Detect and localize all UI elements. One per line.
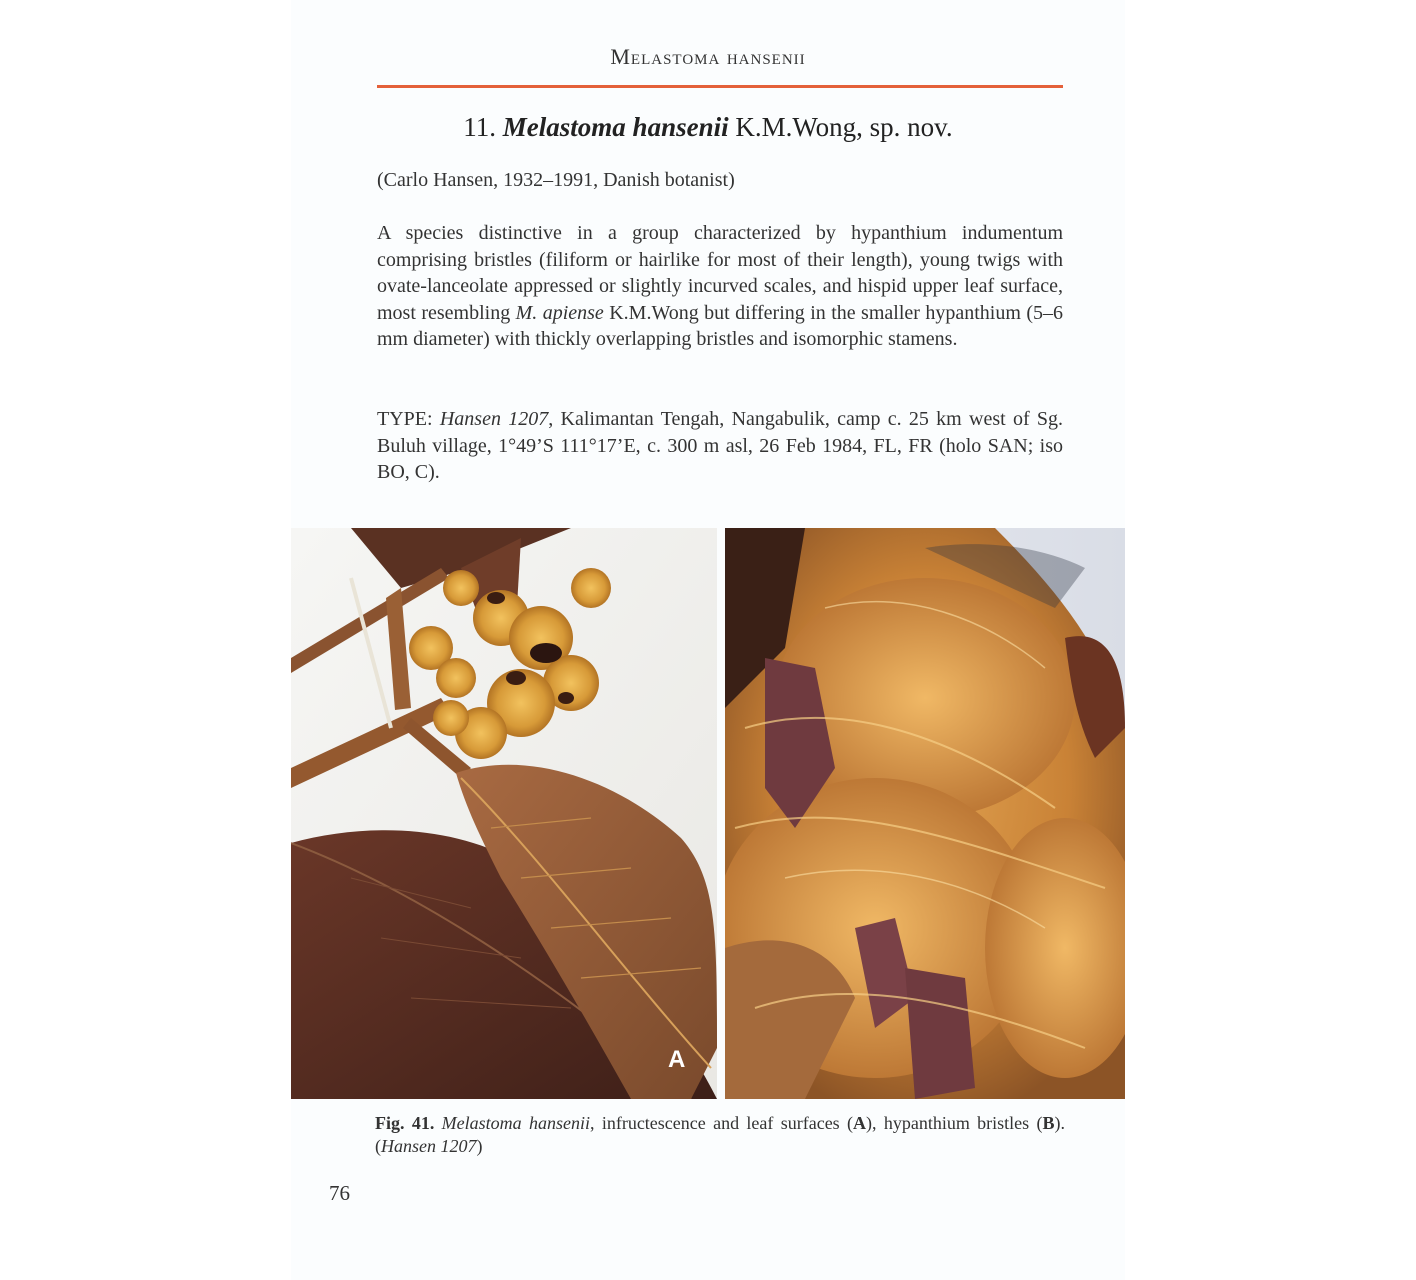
figure-caption <box>375 1112 1065 1158</box>
running-head: Melastoma hansenii <box>610 44 806 69</box>
caption-text-3: ). ( <box>375 1113 1066 1156</box>
diagnosis-paragraph <box>377 220 1063 353</box>
type-label: TYPE: <box>377 408 440 430</box>
etymology: (Carlo Hansen, 1932–1991, Danish botanist) <box>377 169 735 191</box>
caption-collection: Hansen 1207 <box>381 1136 477 1156</box>
type-details: , Kalimantan Tengah, Nangabulik, camp c. 25 km west of Sg. Buluh village, 1°49’S 111°17’E, c. 300 m asl, 26 Feb 1984, FL, FR (holo SAN; iso BO, C). <box>377 408 1064 483</box>
diagnosis-text-1: A species distinctive in a group characterized by hypanthium indumentum comprising bristles (filiform or hairlike for most of their length), young twigs with ovate-lanceolate appressed or slightly incurved scales, and hispid upper leaf surface, most resembling <box>377 222 1063 324</box>
caption-text-2: ), hypanthium bristles ( <box>866 1113 1043 1133</box>
photo-panel-a <box>291 528 717 1099</box>
type-collection: Hansen 1207 <box>439 408 549 430</box>
caption-panel-a: A <box>853 1113 867 1133</box>
species-number: 11. <box>463 112 497 142</box>
photo-panel-b <box>725 528 1125 1099</box>
specimen-photo <box>291 528 717 1099</box>
species-name: Melastoma hansenii <box>502 112 729 142</box>
figure-number: Fig. 41. <box>375 1113 435 1133</box>
caption-text-1: , infructescence and leaf surfaces ( <box>590 1113 854 1133</box>
caption-species: Melastoma hansenii <box>441 1113 590 1133</box>
bristles-photo <box>725 528 1125 1099</box>
caption-panel-b: B <box>1042 1113 1055 1133</box>
header-rule <box>377 85 1063 88</box>
caption-text-4: ) <box>476 1136 483 1156</box>
species-heading <box>291 112 1125 143</box>
species-author: K.M.Wong, sp. nov. <box>735 112 953 142</box>
type-citation <box>377 406 1063 486</box>
panel-a-label: A <box>668 1046 686 1073</box>
diagnosis-text-2: K.M.Wong but differing in the smaller hypanthium (5–6 mm diameter) with thickly overlapping bristles and isomorphic stamens. <box>377 301 1063 350</box>
species-reference: M. apiense <box>515 301 604 324</box>
page-number: 76 <box>329 1181 350 1205</box>
book-page <box>291 0 1125 1280</box>
